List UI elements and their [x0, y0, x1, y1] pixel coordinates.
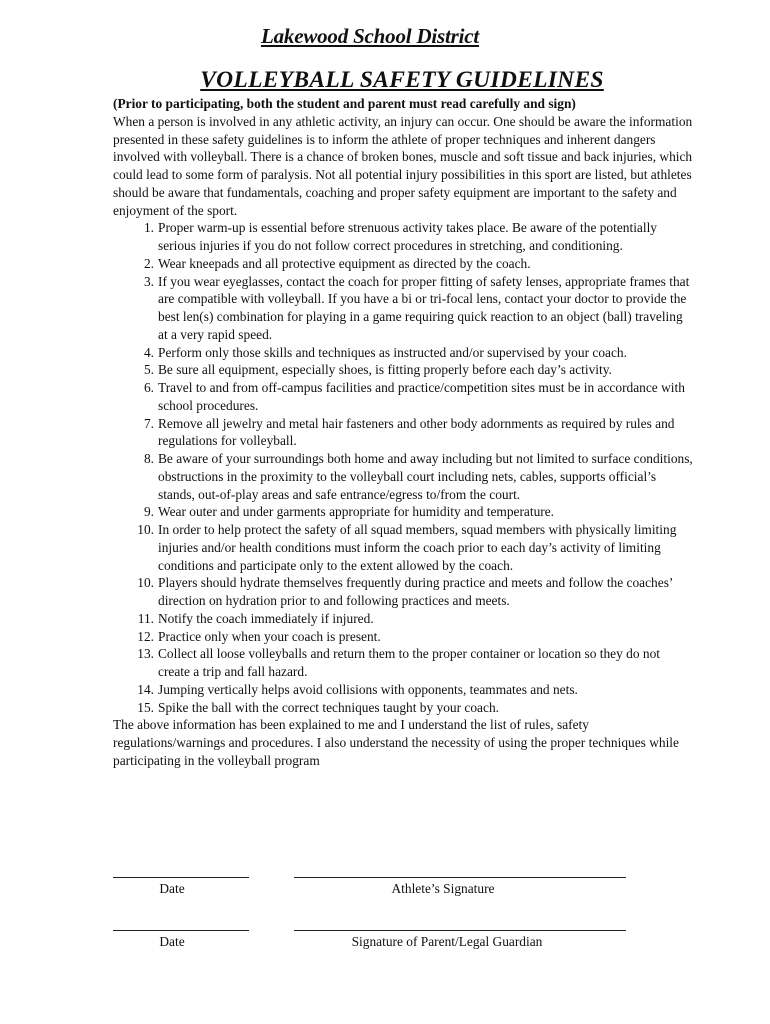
rule-text: Proper warm-up is essential before strenuous activity takes place. Be aware of the potentially serious injuries if you do not follow correct procedures in stretching, and conditioning. — [158, 220, 658, 253]
rule-item — [113, 344, 693, 362]
rule-text: Be aware of your surroundings both home and away including but not limited to surface conditions, obstructions in the proximity to the volleyball court including nets, cables, supports official’s stands, out-of-play areas and safe entrance/egress to/from the court. — [158, 451, 693, 502]
document-title: VOLLEYBALL SAFETY GUIDELINES — [200, 67, 604, 93]
rule-text: Spike the ball with the correct techniques taught by your coach. — [158, 699, 499, 715]
rule-number: 10. — [137, 522, 154, 537]
rule-text: Players should hydrate themselves frequently during practice and meets and follow the coaches’ direction on hydration prior to and following practices and meets. — [158, 575, 673, 608]
closing-paragraph: The above information has been explained to me and I understand the list of rules, safety regulations/warnings and procedures. I also understand the necessity of using the proper techniques while participating in the volleyball program — [113, 717, 679, 768]
athlete-signature-line[interactable] — [294, 877, 626, 878]
rule-item — [113, 610, 693, 628]
athlete-signature-label: Athlete’s Signature — [391, 881, 495, 896]
rule-text: Jumping vertically helps avoid collisions with opponents, teammates and nets. — [158, 681, 578, 697]
parent-signature-line[interactable] — [294, 930, 626, 931]
rule-text: Collect all loose volleyballs and return them to the proper container or location so they do not create a trip and fall hazard. — [158, 646, 661, 679]
district-name: Lakewood School District — [260, 24, 480, 48]
athlete-date-label: Date — [159, 881, 185, 896]
rule-number: 7. — [143, 415, 154, 431]
rule-text: Wear kneepads and all protective equipment as directed by the coach. — [158, 255, 531, 271]
document-body — [113, 95, 693, 770]
instructions: (Prior to participating, both the student and parent must read carefully and sign) — [113, 96, 576, 111]
rule-item — [113, 699, 693, 717]
rule-item — [113, 361, 693, 379]
rule-item — [113, 574, 693, 610]
rule-item — [113, 645, 693, 681]
rule-number: 3. — [143, 273, 154, 289]
rule-number: 5. — [143, 362, 154, 378]
rule-text: Notify the coach immediately if injured. — [158, 610, 374, 626]
athlete-date-line[interactable] — [113, 877, 249, 878]
rule-item — [113, 450, 693, 503]
parent-date-label: Date — [159, 934, 185, 949]
rule-number: 10. — [137, 575, 154, 591]
rule-item — [113, 255, 693, 273]
rule-number: 14. — [137, 681, 154, 697]
rule-number: 12. — [137, 628, 154, 644]
rule-number: 1. — [143, 220, 154, 236]
rule-item — [113, 503, 693, 521]
parent-date-line[interactable] — [113, 930, 249, 931]
rule-item — [113, 219, 693, 255]
rule-text: Practice only when your coach is present. — [158, 628, 381, 644]
rule-number: 9. — [143, 504, 154, 520]
rule-item — [113, 628, 693, 646]
rule-text: In order to help protect the safety of all squad members, squad members with physically limiting injuries and/or health conditions must inform the coach prior to each day’s activity of limiting conditions and participate only to the extent allowed by the coach. — [158, 522, 677, 573]
rule-text: If you wear eyeglasses, contact the coach for proper fitting of safety lenses, appropriate frames that are compatible with volleyball. If you have a bi or tri-focal lens, contact your doctor to provide the best len(s) combination for playing in a game requiring quick reaction to an object (ball) traveling at a very rapid speed. — [158, 273, 690, 342]
parent-signature-label: Signature of Parent/Legal Guardian — [351, 934, 543, 949]
rule-number: 2. — [143, 255, 154, 271]
rule-item — [113, 521, 693, 574]
rule-number: 11. — [137, 610, 154, 626]
rules-list — [113, 219, 693, 716]
rule-item — [113, 273, 693, 344]
rule-text: Be sure all equipment, especially shoes, is fitting properly before each day’s activity. — [158, 362, 612, 378]
rule-number: 8. — [143, 451, 154, 466]
rule-text: Remove all jewelry and metal hair fasteners and other body adornments as required by rules and regulations for volleyball. — [158, 415, 675, 449]
intro-paragraph: When a person is involved in any athletic activity, an injury can occur. One should be aware the information presented in these safety guidelines is to inform the athlete of proper techniques and inherent dangers involved with volleyball. There is a chance of broken bones, muscle and soft tissue and back injuries, which could lead to some form of paralysis. Not all potential injury possibilities in this sport are listed, but athletes should be aware that fundamentals, coaching and proper safety equipment are important to the safety and enjoyment of the sport. — [113, 113, 693, 218]
rule-item — [113, 681, 693, 699]
rule-item — [113, 415, 693, 451]
rule-number: 6. — [143, 380, 154, 395]
rule-text: Travel to and from off-campus facilities and practice/competition sites must be in accordance with school procedures. — [158, 380, 685, 413]
rule-item — [113, 379, 693, 415]
rule-number: 15. — [137, 699, 154, 715]
rule-number: 13. — [137, 646, 154, 662]
rule-text: Perform only those skills and techniques as instructed and/or supervised by your coach. — [158, 344, 627, 360]
rule-number: 4. — [143, 344, 154, 360]
rule-text: Wear outer and under garments appropriate for humidity and temperature. — [158, 504, 555, 520]
